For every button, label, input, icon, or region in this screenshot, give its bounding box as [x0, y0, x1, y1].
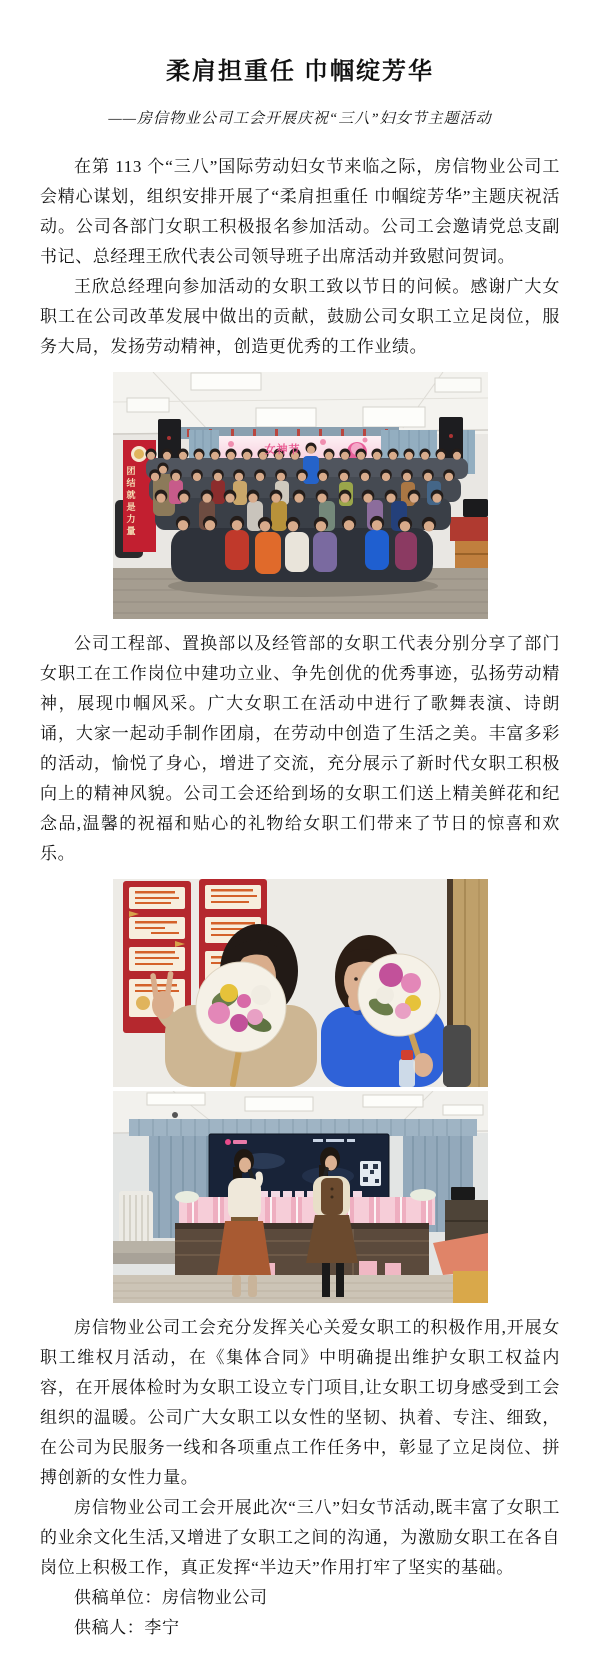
page-title: 柔肩担重任 巾帼绽芳华 — [166, 59, 434, 85]
fans-photo — [113, 879, 488, 1087]
footer-contributor: 供稿人：李宁 — [74, 1618, 180, 1637]
paragraph-4: 房信物业公司工会充分发挥关心关爱女职工的积极作用,开展女职工维权月活动，在《集体合同》中明确提出维护女职工权益内容，在开展体检时为女职工设立专门项目,让女职工切身感受到工会组织的温暖。公司广大女职工以女性的坚韧、执着、专注、细致，在公司为民服务一线和各项重点工作任务中，彰显了立足岗位、拼搏创新的女性力量。 — [40, 1318, 560, 1487]
stage-photo-image — [113, 1091, 488, 1303]
paragraph-1: 在第 113 个“三八”国际劳动妇女节来临之际，房信物业公司工会精心谋划，组织安排开展了“柔肩担重任 巾帼绽芳华”主题庆祝活动。公司各部门女职工积极报名参加活动。公司工会邀请党总支副书记、总经理王欣代表公司领导班子出席活动并致慰问贺词。 — [40, 157, 560, 266]
group-photo — [113, 372, 488, 619]
banner-slogan-text: 团结就是力量 — [125, 466, 136, 538]
water-bottle — [399, 1050, 415, 1087]
paragraph-5: 房信物业公司工会开展此次“三八”妇女节活动,既丰富了女职工的业余文化生活,又增进了女职工之间的沟通，为激励女职工在各自岗位上积极工作，真正发挥“半边天”作用打牢了坚实的基础。 — [40, 1498, 560, 1577]
chair-back — [443, 1025, 471, 1087]
paragraph-2: 王欣总经理向参加活动的女职工致以节日的问候。感谢广大女职工在公司改革发展中做出的贡献，鼓励公司女职工立足岗位，服务大局，发扬劳动精神，创造更优秀的工作业绩。 — [40, 277, 560, 356]
stage-photo — [113, 1091, 488, 1303]
fans-photo-image — [113, 879, 488, 1087]
radiator — [119, 1191, 153, 1245]
paragraph-3: 公司工程部、置换部以及经管部的女职工代表分别分享了部门女职工在工作岗位中建功立业、争先创优的优秀事迹，弘扬劳动精神，展现巾帼风采。广大女职工在活动中进行了歌舞表演、诗朗诵，大家一起动手制作团扇，在劳动中创造了生活之美。丰富多彩的活动，愉悦了身心，增进了交流，充分展示了新时代女职工积极向上的精神风貌。公司工会还给到场的女职工们送上精美鲜花和纪念品,温馨的祝福和贴心的礼物给女职工们带来了节日的惊喜和欢乐。 — [40, 634, 560, 863]
stage-backdrop-text: 女神节 — [264, 444, 301, 456]
group-photo-image — [113, 372, 488, 619]
page-subtitle: ——房信物业公司工会开展庆祝“三八”妇女节主题活动 — [108, 111, 492, 127]
footer-source-unit: 供稿单位：房信物业公司 — [74, 1588, 268, 1607]
